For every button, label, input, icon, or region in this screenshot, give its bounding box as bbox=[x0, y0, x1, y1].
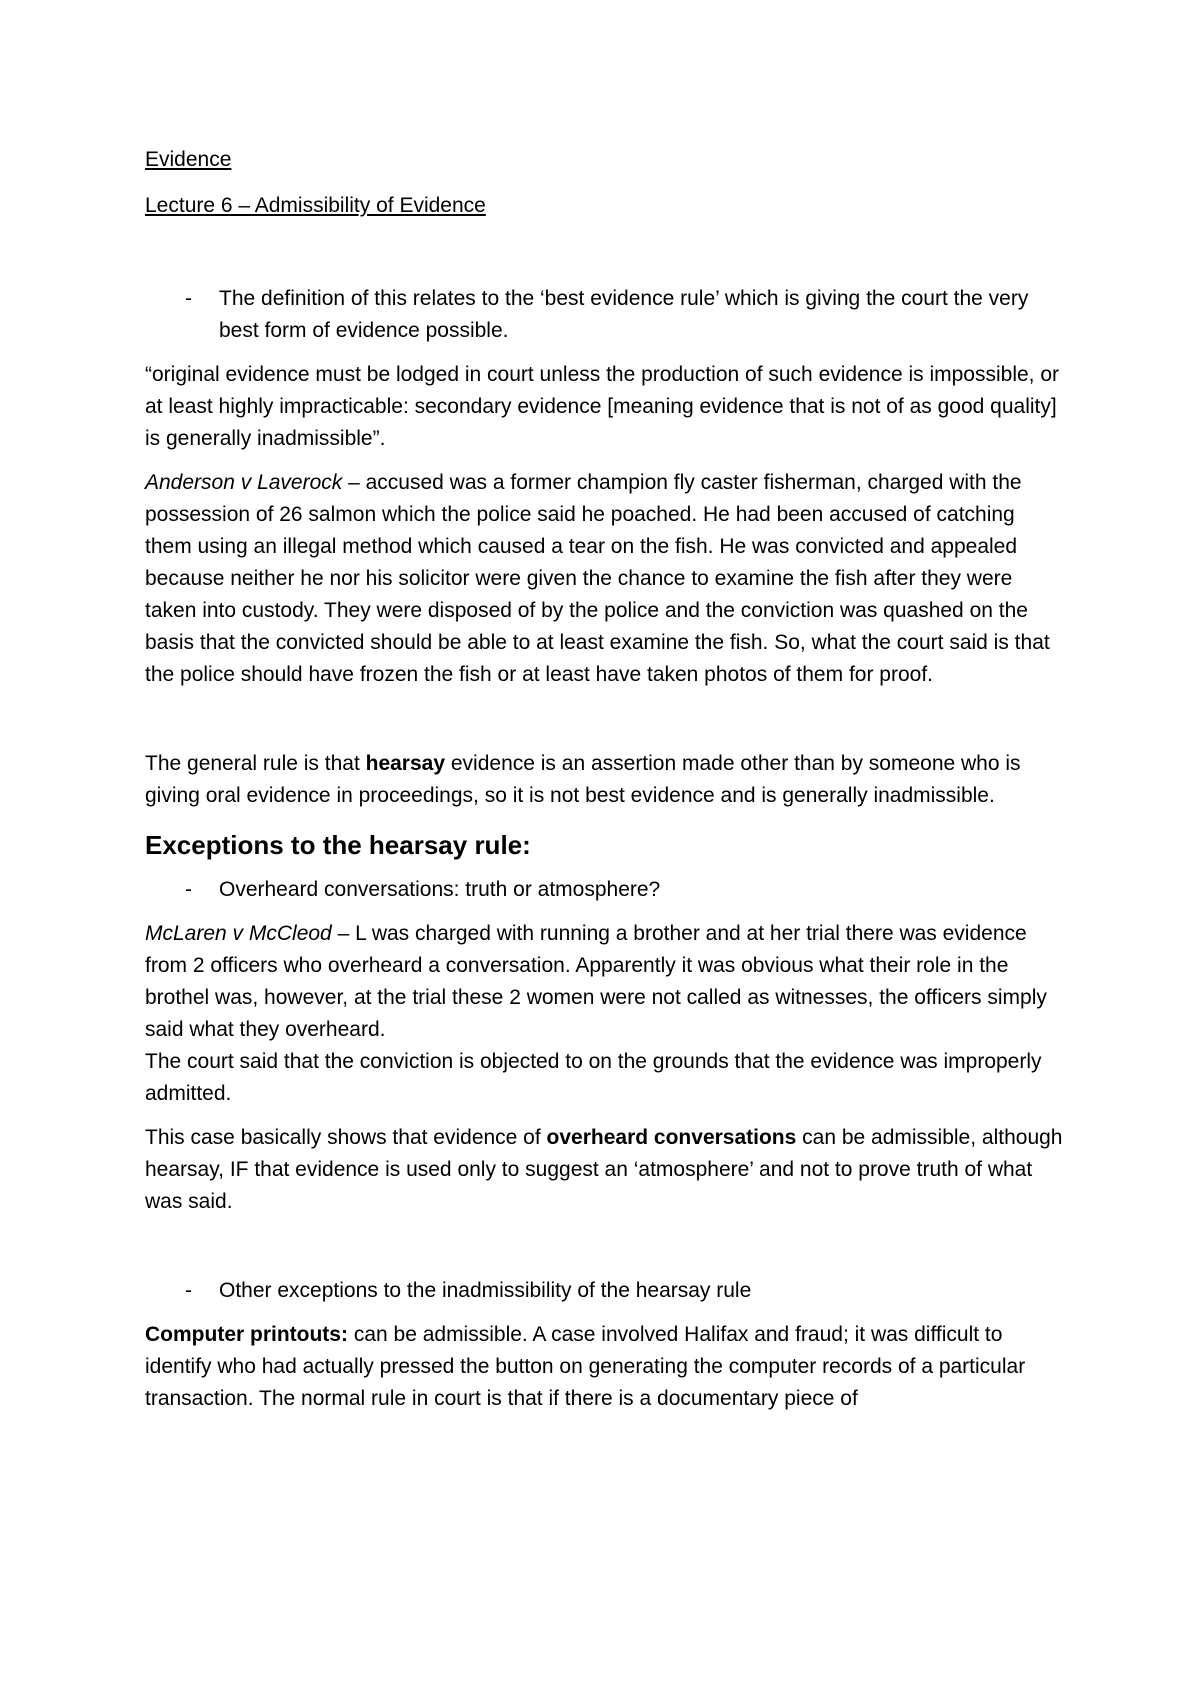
text-run: can be admissible. A case involved Halifax and fraud; it was difficult to identify who had actually pressed the button on generating the computer records of a particular transaction. The normal rule in court is that if there is a documentary piece of bbox=[145, 1323, 1026, 1410]
text-run: evidence is an assertion made other than by someone who is giving oral evidence in proceedings, so it is not best evidence and is generally inadmissible. bbox=[145, 752, 1021, 807]
bold-term: Computer printouts: bbox=[145, 1323, 348, 1346]
case-anderson-paragraph bbox=[145, 467, 1065, 691]
text-run: This case basically shows that evidence of bbox=[145, 1126, 547, 1149]
text-run: can be admissible, although hearsay, IF that evidence is used only to suggest an ‘atmosphere’ and not to prove truth of what was said. bbox=[145, 1126, 1063, 1213]
overheard-conversations-paragraph bbox=[145, 1122, 1065, 1218]
case-description: – accused was a former champion fly caster fisherman, charged with the possession of 26 salmon which the police said he poached. He had been accused of catching them using an illegal method which caused a tear on the fish. He was convicted and appealed because neither he nor his solicitor were given the chance to examine the fish after they were taken into custody. They were disposed of by the police and the conviction was quashed on the basis that the convicted should be able to at least examine the fish. So, what the court said is that the police should have frozen the fish or at least have taken photos of them for proof. bbox=[145, 471, 1050, 686]
bullet-text: Other exceptions to the inadmissibility of the hearsay rule bbox=[219, 1279, 752, 1302]
text-run: The general rule is that bbox=[145, 752, 366, 775]
bullet-overheard bbox=[145, 874, 1065, 906]
case-mclaren-paragraph bbox=[145, 918, 1065, 1110]
case-followup: The court said that the conviction is objected to on the grounds that the evidence was improperly admitted. bbox=[145, 1050, 1042, 1105]
case-name: Anderson v Laverock bbox=[145, 471, 343, 494]
bullet-best-evidence bbox=[145, 283, 1065, 347]
bullet-text: The definition of this relates to the ‘best evidence rule’ which is giving the court the very best form of evidence possible. bbox=[219, 287, 1029, 342]
bullet-dash: - bbox=[185, 1279, 192, 1302]
bullet-dash: - bbox=[185, 878, 192, 901]
computer-printouts-paragraph bbox=[145, 1319, 1065, 1415]
lecture-title: Lecture 6 – Admissibility of Evidence bbox=[145, 194, 486, 217]
exceptions-heading: Exceptions to the hearsay rule: bbox=[145, 830, 531, 860]
case-name: McLaren v McCleod bbox=[145, 922, 332, 945]
bullet-text: Overheard conversations: truth or atmosphere? bbox=[219, 878, 661, 901]
case-description: – L was charged with running a brother and at her trial there was evidence from 2 officers who overheard a conversation. Apparently it was obvious what their role in the brothel was, however, at the trial these 2 women were not called as witnesses, the officers simply said what they overheard. bbox=[145, 922, 1047, 1041]
document-body bbox=[145, 144, 1065, 1415]
best-evidence-quote: “original evidence must be lodged in court unless the production of such evidence is impossible, or at least highly impracticable: secondary evidence [meaning evidence that is not of as good quality] is generally inadmissible”. bbox=[145, 363, 1060, 450]
bullet-other-exceptions bbox=[145, 1275, 1065, 1307]
bullet-dash: - bbox=[185, 287, 192, 310]
bold-term: overheard conversations bbox=[546, 1126, 797, 1149]
document-title: Evidence bbox=[145, 148, 232, 171]
bold-term: hearsay bbox=[365, 752, 446, 775]
hearsay-rule-paragraph bbox=[145, 748, 1065, 812]
